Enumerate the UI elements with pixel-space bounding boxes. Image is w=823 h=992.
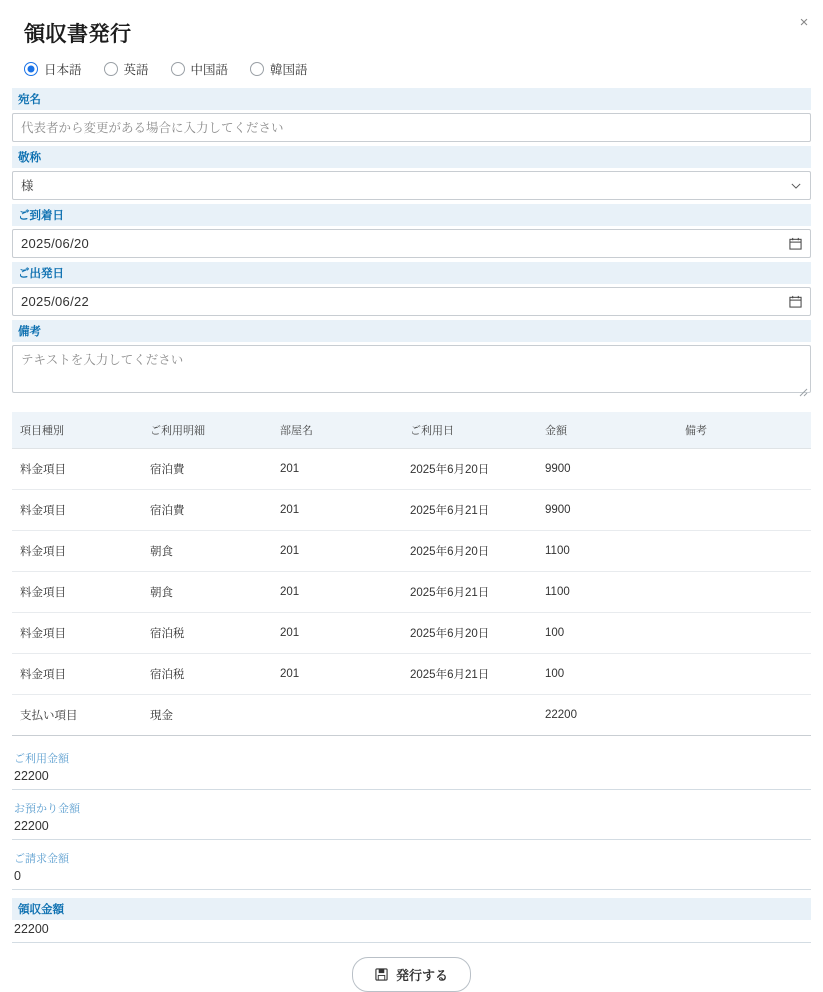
table-cell: 2025年6月20日 [402,449,537,490]
table-cell: 201 [272,531,402,572]
table-cell: 1100 [537,531,677,572]
table-cell: 2025年6月21日 [402,490,537,531]
arrival-date-input[interactable] [12,229,811,258]
close-icon[interactable]: × [795,14,813,32]
summary-row-billed-amount [12,848,811,890]
table-cell: 料金項目 [12,572,142,613]
table-header-cell: ご利用日 [402,412,537,449]
table-header-row [12,412,811,449]
table-cell: 料金項目 [12,490,142,531]
arrival-date-label: ご到着日 [12,204,811,226]
table-cell: 宿泊税 [142,654,272,695]
remarks-textarea[interactable] [12,345,811,393]
table-cell [272,695,402,736]
summary-value: 22200 [14,922,49,936]
honorific-label: 敬称 [12,146,811,168]
table-header-cell: 備考 [677,412,811,449]
addressee-input[interactable] [12,113,811,142]
summary-label: ご請求金額 [14,853,69,865]
summary-label: 領収金額 [12,898,811,920]
departure-date-label: ご出発日 [12,262,811,284]
table-cell [677,613,811,654]
language-option-label: 日本語 [44,63,82,77]
table-cell: 2025年6月21日 [402,654,537,695]
table-cell: 9900 [537,490,677,531]
detail-table [12,412,811,736]
table-cell: 201 [272,613,402,654]
language-option-japanese[interactable] [24,60,82,78]
table-header-cell: 項目種別 [12,412,142,449]
arrival-date-field-group [12,204,811,262]
table-cell: 201 [272,654,402,695]
language-option-label: 英語 [123,63,149,77]
table-cell: 1100 [537,572,677,613]
modal-footer [12,957,811,992]
table-cell: 201 [272,449,402,490]
issue-button[interactable] [352,957,471,992]
table-cell: 宿泊費 [142,490,272,531]
resize-handle-icon[interactable] [798,387,808,397]
table-cell: 2025年6月21日 [402,572,537,613]
radio-icon[interactable] [24,62,38,76]
departure-date-input[interactable] [12,287,811,316]
departure-date-field-group [12,262,811,320]
table-header-cell: 金額 [537,412,677,449]
table-row [12,449,811,490]
table-cell: 朝食 [142,572,272,613]
honorific-select[interactable] [12,171,811,200]
table-cell: 2025年6月20日 [402,613,537,654]
language-radio-group [12,52,811,88]
table-cell: 宿泊費 [142,449,272,490]
summary-value: 0 [14,869,21,883]
table-cell: 朝食 [142,531,272,572]
table-cell [677,654,811,695]
language-option-chinese[interactable] [171,60,229,78]
table-header-cell: ご利用明細 [142,412,272,449]
radio-icon[interactable] [171,62,185,76]
summary-row-receipt-amount [12,898,811,943]
table-cell: 2025年6月20日 [402,531,537,572]
table-cell [677,490,811,531]
table-cell [677,531,811,572]
summary-block [12,748,811,943]
table-cell: 料金項目 [12,449,142,490]
table-cell [677,572,811,613]
table-cell: 宿泊税 [142,613,272,654]
radio-icon[interactable] [104,62,118,76]
summary-label: お預かり金額 [14,803,80,815]
language-option-korean[interactable] [250,60,308,78]
table-header-cell: 部屋名 [272,412,402,449]
table-row [12,695,811,736]
table-cell: 201 [272,490,402,531]
table-cell [402,695,537,736]
language-option-label: 中国語 [190,63,229,77]
summary-value: 22200 [14,769,49,783]
summary-label: ご利用金額 [14,753,69,765]
radio-icon[interactable] [250,62,264,76]
table-cell: 100 [537,654,677,695]
remarks-label: 備考 [12,320,811,342]
table-cell: 料金項目 [12,654,142,695]
summary-value: 22200 [14,819,49,833]
table-row [12,654,811,695]
table-cell: 料金項目 [12,531,142,572]
language-option-label: 韓国語 [270,63,308,77]
table-row [12,613,811,654]
addressee-field-group [12,88,811,146]
table-cell: 201 [272,572,402,613]
table-row [12,572,811,613]
table-cell: 9900 [537,449,677,490]
save-icon [375,968,388,981]
honorific-field-group [12,146,811,204]
table-cell: 料金項目 [12,613,142,654]
table-cell: 100 [537,613,677,654]
table-cell: 支払い項目 [12,695,142,736]
table-row [12,531,811,572]
remarks-field-group [12,320,811,398]
table-cell [677,449,811,490]
addressee-label: 宛名 [12,88,811,110]
summary-row-received-amount [12,798,811,840]
table-row [12,490,811,531]
table-cell: 現金 [142,695,272,736]
language-option-english[interactable] [104,60,149,78]
table-cell [677,695,811,736]
table-cell: 22200 [537,695,677,736]
summary-row-usage-amount [12,748,811,790]
issue-button-label: 発行する [395,968,448,983]
page-title: 領収書発行 [24,23,132,46]
